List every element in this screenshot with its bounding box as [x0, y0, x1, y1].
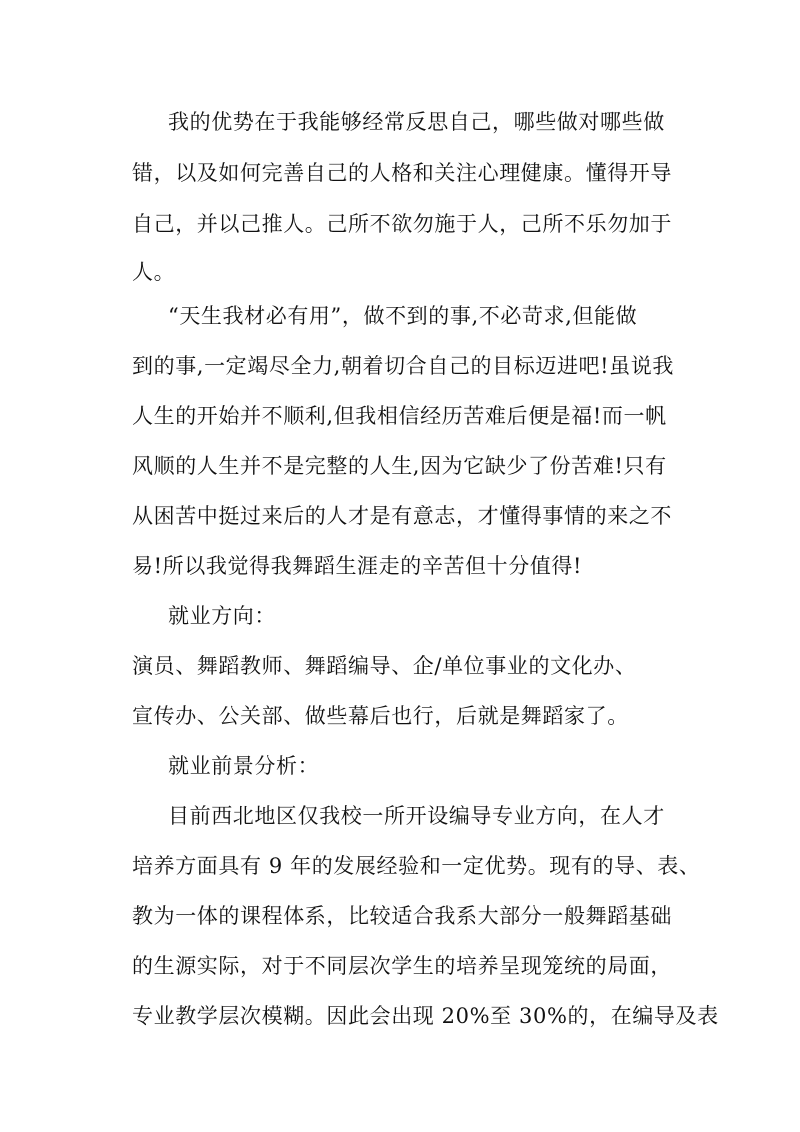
section-heading-outlook: 就业前景分析： — [168, 754, 320, 778]
paragraph-2-line-3: 人生的开始并不顺利,但我相信经历苦难后便是福!而一帆 — [132, 404, 667, 428]
career-list-line-2: 宣传办、公关部、做些幕后也行，后就是舞蹈家了。 — [132, 704, 629, 728]
paragraph-2-line-6: 易!所以我觉得我舞蹈生涯走的辛苦但十分值得! — [132, 554, 583, 578]
outlook-line-4: 的生源实际，对于不同层次学生的培养呈现笼统的局面， — [132, 954, 672, 978]
outlook-line-1: 目前西北地区仅我校一所开设编导专业方向，在人才 — [168, 804, 665, 828]
paragraph-2-line-1: “天生我材必有用”，做不到的事,不必苛求,但能做 — [168, 304, 638, 328]
paragraph-1-line-3: 自己，并以己推人。己所不欲勿施于人，己所不乐勿加于 — [132, 212, 672, 236]
section-heading-career: 就业方向： — [168, 604, 276, 628]
paragraph-1-line-4: 人。 — [132, 260, 176, 284]
paragraph-2-line-5: 从困苦中挺过来后的人才是有意志，才懂得事情的来之不 — [132, 504, 672, 528]
paragraph-2-line-4: 风顺的人生并不是完整的人生,因为它缺少了份苦难!只有 — [132, 454, 667, 478]
outlook-line-3: 教为一体的课程体系，比较适合我系大部分一般舞蹈基础 — [132, 904, 672, 928]
paragraph-1-line-1: 我的优势在于我能够经常反思自己，哪些做对哪些做 — [168, 110, 665, 134]
paragraph-1-line-2: 错，以及如何完善自己的人格和关注心理健康。懂得开导 — [132, 161, 672, 185]
career-list-line-1: 演员、舞蹈教师、舞蹈编导、企/单位事业的文化办、 — [132, 654, 637, 678]
outlook-line-5: 专业教学层次模糊。因此会出现 20%至 30%的，在编导及表 — [132, 1004, 719, 1028]
outlook-line-2: 培养方面具有 9 年的发展经验和一定优势。现有的导、表、 — [132, 854, 701, 878]
paragraph-2-line-2: 到的事,一定竭尽全力,朝着切合自己的目标迈进吧!虽说我 — [132, 354, 674, 378]
